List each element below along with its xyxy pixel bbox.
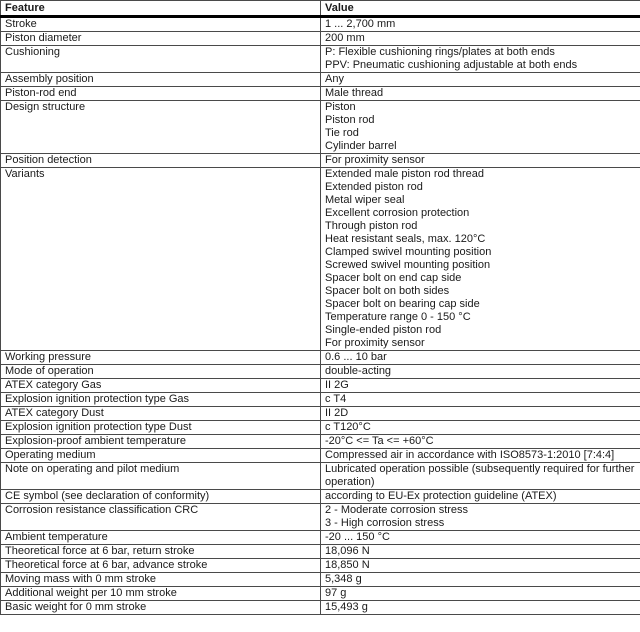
value-line: double-acting [325,365,392,377]
value-line: Screwed swivel mounting position [325,259,491,271]
value-line: 15,493 g [325,601,368,613]
value-line: Piston [325,101,356,113]
feature-cell: Variants [1,168,321,351]
feature-cell: Position detection [1,154,321,168]
feature-cell: Piston diameter [1,32,321,46]
value-line: Extended piston rod [325,181,423,193]
value-line: Any [325,73,344,85]
table-row [1,435,640,449]
table-row [1,531,640,545]
value-line: Tie rod [325,127,359,139]
value-cell [321,17,640,32]
feature-cell: CE symbol (see declaration of conformity) [1,490,321,504]
spec-table-body [1,17,640,615]
table-row [1,601,640,615]
value-line: -20 ... 150 °C [325,531,390,543]
value-line: II 2G [325,379,349,391]
value-cell [321,87,640,101]
feature-cell: Piston-rod end [1,87,321,101]
feature-cell: Explosion ignition protection type Dust [1,421,321,435]
value-cell [321,32,640,46]
value-line: -20°C <= Ta <= +60°C [325,435,434,447]
table-row [1,32,640,46]
feature-cell: Stroke [1,17,321,32]
spec-table-header [1,1,640,17]
table-row [1,101,640,154]
value-line: Piston rod [325,114,375,126]
table-row [1,351,640,365]
table-row [1,421,640,435]
table-row [1,504,640,531]
feature-cell: Design structure [1,101,321,154]
table-row [1,379,640,393]
value-line: Through piston rod [325,220,418,232]
feature-column-header: Feature [1,1,321,17]
feature-cell: ATEX category Gas [1,379,321,393]
value-line: 3 - High corrosion stress [325,517,445,529]
value-line: Spacer bolt on bearing cap side [325,298,480,310]
feature-cell: Theoretical force at 6 bar, return stroke [1,545,321,559]
value-line: Cylinder barrel [325,140,397,152]
value-line: Temperature range 0 - 150 °C [325,311,471,323]
table-row [1,365,640,379]
value-line: Metal wiper seal [325,194,405,206]
value-line: For proximity sensor [325,337,425,349]
value-line: Lubricated operation possible (subsequently required for further operation) [325,463,635,488]
table-row [1,490,640,504]
table-row [1,73,640,87]
value-line: Male thread [325,87,384,99]
value-cell [321,449,640,463]
value-line: Spacer bolt on both sides [325,285,450,297]
value-line: 1 ... 2,700 mm [325,18,396,30]
feature-cell: Operating medium [1,449,321,463]
value-line: 200 mm [325,32,365,44]
table-row [1,168,640,351]
table-row [1,17,640,32]
value-line: For proximity sensor [325,154,425,166]
value-line: II 2D [325,407,349,419]
value-cell [321,490,640,504]
value-line: c T120°C [325,421,371,433]
table-row [1,154,640,168]
value-line: Compressed air in accordance with ISO8573-1:2010 [7:4:4] [325,449,615,461]
table-row [1,573,640,587]
value-cell [321,421,640,435]
table-row [1,463,640,490]
feature-cell: Note on operating and pilot medium [1,463,321,490]
value-line: 5,348 g [325,573,362,585]
value-cell [321,531,640,545]
value-cell [321,407,640,421]
value-cell [321,168,640,351]
value-cell [321,393,640,407]
value-line: c T4 [325,393,347,405]
feature-cell: Corrosion resistance classification CRC [1,504,321,531]
feature-cell: Ambient temperature [1,531,321,545]
table-row [1,587,640,601]
value-cell [321,573,640,587]
value-cell [321,46,640,73]
value-cell [321,504,640,531]
value-line: Spacer bolt on end cap side [325,272,462,284]
value-line: 0.6 ... 10 bar [325,351,387,363]
value-cell [321,435,640,449]
value-column-header: Value [321,1,640,17]
header-row [1,1,640,17]
feature-cell: Moving mass with 0 mm stroke [1,573,321,587]
table-row [1,545,640,559]
value-line: 97 g [325,587,347,599]
value-line: 2 - Moderate corrosion stress [325,504,469,516]
table-row [1,46,640,73]
table-row [1,407,640,421]
value-line: Clamped swivel mounting position [325,246,492,258]
value-cell [321,154,640,168]
value-cell [321,101,640,154]
value-line: PPV: Pneumatic cushioning adjustable at both ends [325,59,578,71]
value-cell [321,379,640,393]
table-row [1,87,640,101]
feature-cell: Mode of operation [1,365,321,379]
feature-cell: Assembly position [1,73,321,87]
value-line: 18,096 N [325,545,370,557]
value-cell [321,463,640,490]
feature-cell: Basic weight for 0 mm stroke [1,601,321,615]
value-line: Excellent corrosion protection [325,207,470,219]
value-line: P: Flexible cushioning rings/plates at both ends [325,46,555,58]
feature-cell: Additional weight per 10 mm stroke [1,587,321,601]
value-cell [321,559,640,573]
value-line: Single-ended piston rod [325,324,442,336]
value-cell [321,73,640,87]
table-row [1,559,640,573]
feature-cell: Explosion-proof ambient temperature [1,435,321,449]
value-cell [321,365,640,379]
feature-cell: Cushioning [1,46,321,73]
value-line: Extended male piston rod thread [325,168,484,180]
value-cell [321,587,640,601]
value-line: 18,850 N [325,559,370,571]
value-line: Heat resistant seals, max. 120°C [325,233,486,245]
value-cell [321,601,640,615]
value-cell [321,351,640,365]
value-line: according to EU-Ex protection guideline (ATEX) [325,490,557,502]
feature-cell: Explosion ignition protection type Gas [1,393,321,407]
value-cell [321,545,640,559]
feature-cell: Theoretical force at 6 bar, advance stroke [1,559,321,573]
table-row [1,449,640,463]
table-row [1,393,640,407]
feature-cell: ATEX category Dust [1,407,321,421]
feature-cell: Working pressure [1,351,321,365]
